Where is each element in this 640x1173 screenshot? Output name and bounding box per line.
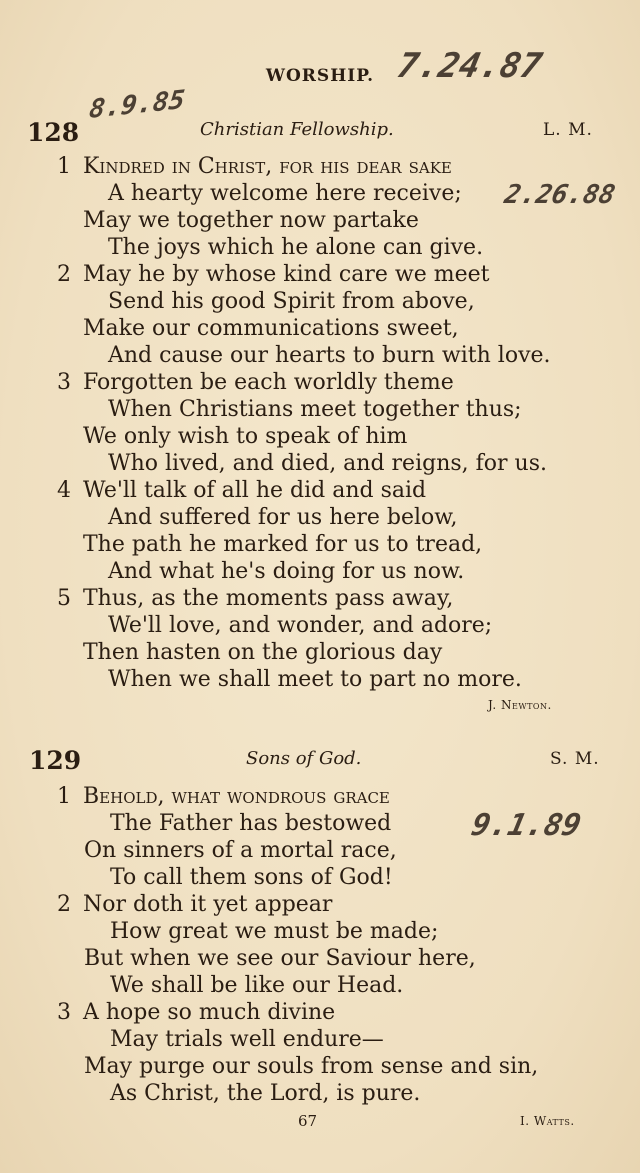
hymn-meter: L. M.: [543, 120, 593, 140]
verse-number: 4: [57, 478, 71, 503]
verse-line: As Christ, the Lord, is pure.: [110, 1081, 421, 1106]
verse-line: 1 Behold, what wondrous grace: [57, 784, 390, 809]
verse-line: Send his good Spirit from above,: [108, 289, 475, 314]
verse-line: When Christians meet together thus;: [108, 397, 522, 422]
verse-line: But when we see our Saviour here,: [84, 946, 476, 971]
verse-line: The path he marked for us to tread,: [83, 532, 483, 557]
verse-line: The Father has bestowed: [110, 811, 392, 836]
handwritten-date-128: 8.9.85: [87, 85, 187, 125]
verse-number: 1: [57, 784, 71, 809]
verse-line: 2 May he by whose kind care we meet: [57, 262, 490, 287]
verse-number: 2: [57, 262, 71, 287]
verse-number: 1: [57, 154, 71, 179]
hymn-meter: S. M.: [550, 749, 600, 769]
verse-number: 3: [57, 1000, 71, 1025]
verse-line: To call them sons of God!: [110, 865, 393, 890]
hymn-number: 129: [29, 746, 82, 775]
hymn-number: 128: [27, 118, 80, 147]
verse-line: 4 We'll talk of all he did and said: [57, 478, 427, 503]
verse-line: The joys which he alone can give.: [108, 235, 484, 260]
hymn-author: I. Watts.: [520, 1114, 575, 1128]
verse-number: 3: [57, 370, 71, 395]
verse-line: We'll love, and wonder, and adore;: [108, 613, 493, 638]
handwritten-date-top: 7.24.87: [393, 46, 546, 86]
verse-line: We shall be like our Head.: [110, 973, 404, 998]
verse-line: May trials well endure—: [110, 1027, 384, 1052]
page-number: 67: [298, 1112, 318, 1130]
handwritten-date-margin: 2.26.88: [501, 180, 618, 210]
handwritten-date-margin: 9.1.89: [468, 808, 585, 843]
verse-line: 1 Kindred in Christ, for his dear sake: [57, 154, 452, 179]
verse-line: Make our communications sweet,: [83, 316, 459, 341]
verse-line: We only wish to speak of him: [83, 424, 408, 449]
verse-line: A hearty welcome here receive;: [108, 181, 462, 206]
verse-line: On sinners of a mortal race,: [84, 838, 397, 863]
verse-line: May purge our souls from sense and sin,: [84, 1054, 539, 1079]
verse-line: How great we must be made;: [110, 919, 439, 944]
verse-line: 3 A hope so much divine: [57, 1000, 336, 1025]
running-header: WORSHIP.: [265, 66, 375, 86]
hymn-author: J. Newton.: [488, 698, 552, 712]
verse-line: 3 Forgotten be each worldly theme: [57, 370, 454, 395]
verse-line: When we shall meet to part no more.: [108, 667, 522, 692]
verse-line: May we together now partake: [83, 208, 419, 233]
verse-line: And what he's doing for us now.: [108, 559, 465, 584]
verse-line: And suffered for us here below,: [108, 505, 458, 530]
verse-line: Then hasten on the glorious day: [83, 640, 443, 665]
verse-line: Who lived, and died, and reigns, for us.: [108, 451, 547, 476]
verse-line: And cause our hearts to burn with love.: [108, 343, 551, 368]
verse-number: 2: [57, 892, 71, 917]
verse-line: 5 Thus, as the moments pass away,: [57, 586, 454, 611]
hymn-title: Christian Fellowship.: [200, 119, 394, 140]
hymn-title: Sons of God.: [246, 748, 362, 769]
verse-number: 5: [57, 586, 71, 611]
verse-line: 2 Nor doth it yet appear: [57, 892, 333, 917]
